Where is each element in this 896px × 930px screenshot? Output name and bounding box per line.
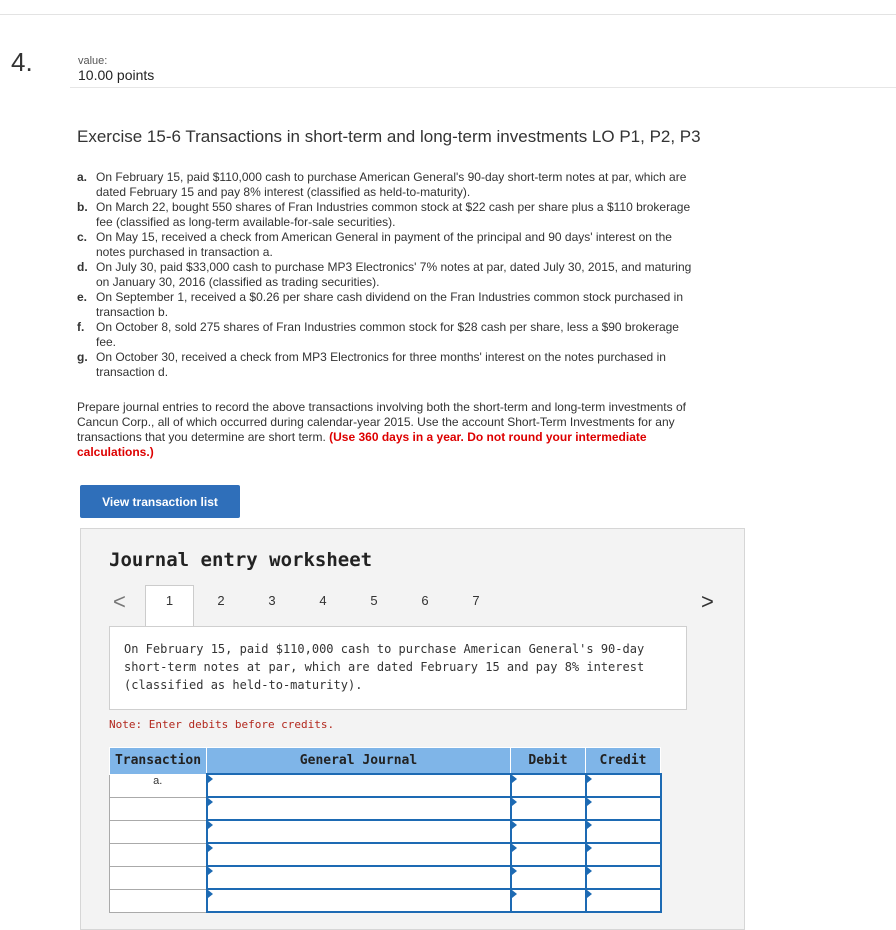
header-divider — [70, 87, 896, 88]
debit-input[interactable] — [511, 797, 586, 820]
item-text: On October 8, sold 275 shares of Fran Industries common stock for $28 cash per share, less a $90 brokerage fee. — [96, 320, 679, 349]
credit-input[interactable] — [586, 866, 661, 889]
table-row — [110, 866, 661, 889]
item-letter: d. — [77, 260, 88, 274]
value-label: value: — [78, 55, 108, 67]
item-letter: f. — [77, 320, 85, 334]
col-general-journal: General Journal — [207, 748, 511, 775]
exercise-title: Exercise 15-6 Transactions in short-term and long-term investments LO P1, P2, P3 — [77, 127, 701, 146]
transaction-cell — [110, 797, 207, 820]
list-item — [77, 260, 697, 290]
table-row — [110, 820, 661, 843]
debit-input[interactable] — [511, 774, 586, 797]
table-row — [110, 797, 661, 820]
item-letter: c. — [77, 230, 88, 244]
debit-input[interactable] — [511, 889, 586, 912]
points-value: 10.00 points — [78, 67, 155, 83]
transaction-description: On February 15, paid $110,000 cash to purchase American General's 90-day short-term notes at par, which are dated February 15 and pay 8% interest (classified as held-to-maturity). — [109, 626, 687, 710]
list-item — [77, 170, 697, 200]
transaction-cell — [110, 843, 207, 866]
table-row — [110, 889, 661, 912]
journal-table — [109, 747, 662, 913]
account-input[interactable] — [207, 774, 511, 797]
item-text: On July 30, paid $33,000 cash to purchase MP3 Electronics' 7% notes at par, dated July 30, 2015, and maturing on January 30, 2016 (classified as trading securities). — [96, 260, 692, 289]
credit-input[interactable] — [586, 889, 661, 912]
account-input[interactable] — [207, 843, 511, 866]
tab-4[interactable]: 4 — [319, 593, 327, 608]
chevron-right-icon[interactable]: > — [701, 589, 714, 614]
credit-input[interactable] — [586, 843, 661, 866]
tab-2[interactable]: 2 — [217, 593, 225, 608]
view-transaction-list-button[interactable]: View transaction list — [80, 485, 240, 518]
list-item — [77, 320, 697, 350]
tab-7[interactable]: 7 — [472, 593, 480, 608]
transaction-cell — [110, 866, 207, 889]
credit-input[interactable] — [586, 774, 661, 797]
table-row — [110, 843, 661, 866]
list-item — [77, 230, 697, 260]
list-item — [77, 200, 697, 230]
account-input[interactable] — [207, 797, 511, 820]
account-input[interactable] — [207, 889, 511, 912]
item-text: On October 30, received a check from MP3 Electronics for three months' interest on the notes purchased in transaction d. — [96, 350, 666, 379]
item-text: On March 22, bought 550 shares of Fran Industries common stock at $22 cash per share plus a $110 brokerage fee (classified as long-term available-for-sale securities). — [96, 200, 691, 229]
chevron-left-icon[interactable]: < — [113, 589, 126, 614]
table-row — [110, 774, 661, 797]
tab-1[interactable]: 1 — [145, 585, 194, 628]
col-debit: Debit — [511, 748, 586, 775]
item-text: On May 15, received a check from American General in payment of the principal and 90 days' interest on the notes purchased in transaction a. — [96, 230, 672, 259]
tab-3[interactable]: 3 — [268, 593, 276, 608]
item-text: On September 1, received a $0.26 per share cash dividend on the Fran Industries common stock purchased in transaction b. — [96, 290, 683, 319]
col-transaction: Transaction — [110, 748, 207, 775]
debit-input[interactable] — [511, 843, 586, 866]
item-letter: b. — [77, 200, 88, 214]
list-item — [77, 290, 697, 320]
journal-entry-worksheet — [80, 528, 745, 930]
entry-note: Note: Enter debits before credits. — [109, 718, 335, 731]
instructions-highlight: (Use 360 days in a year. Do not round your intermediate calculations.) — [77, 430, 647, 459]
tab-6[interactable]: 6 — [421, 593, 429, 608]
credit-input[interactable] — [586, 820, 661, 843]
worksheet-title: Journal entry worksheet — [109, 549, 373, 571]
item-letter: e. — [77, 290, 88, 304]
transaction-list — [77, 170, 697, 380]
top-divider — [0, 14, 896, 15]
question-number: 4. — [11, 47, 33, 77]
debit-input[interactable] — [511, 820, 586, 843]
transaction-cell — [110, 889, 207, 912]
instructions — [77, 400, 707, 460]
account-input[interactable] — [207, 866, 511, 889]
tab-5[interactable]: 5 — [370, 593, 378, 608]
instructions-text: Prepare journal entries to record the above transactions involving both the short-term and long-term investments of Cancun Corp., all of which occurred during calendar-year 2015. Use the account Short-Term Investments for any transactions that you determine are short term. — [77, 400, 686, 444]
item-letter: a. — [77, 170, 88, 184]
debit-input[interactable] — [511, 866, 586, 889]
transaction-cell — [110, 820, 207, 843]
item-text: On February 15, paid $110,000 cash to purchase American General's 90-day short-term notes at par, which are dated February 15 and pay 8% interest (classified as held-to-maturity). — [96, 170, 687, 199]
account-input[interactable] — [207, 820, 511, 843]
col-credit: Credit — [586, 748, 661, 775]
transaction-cell: a. — [110, 774, 207, 797]
list-item — [77, 350, 697, 380]
credit-input[interactable] — [586, 797, 661, 820]
item-letter: g. — [77, 350, 88, 364]
